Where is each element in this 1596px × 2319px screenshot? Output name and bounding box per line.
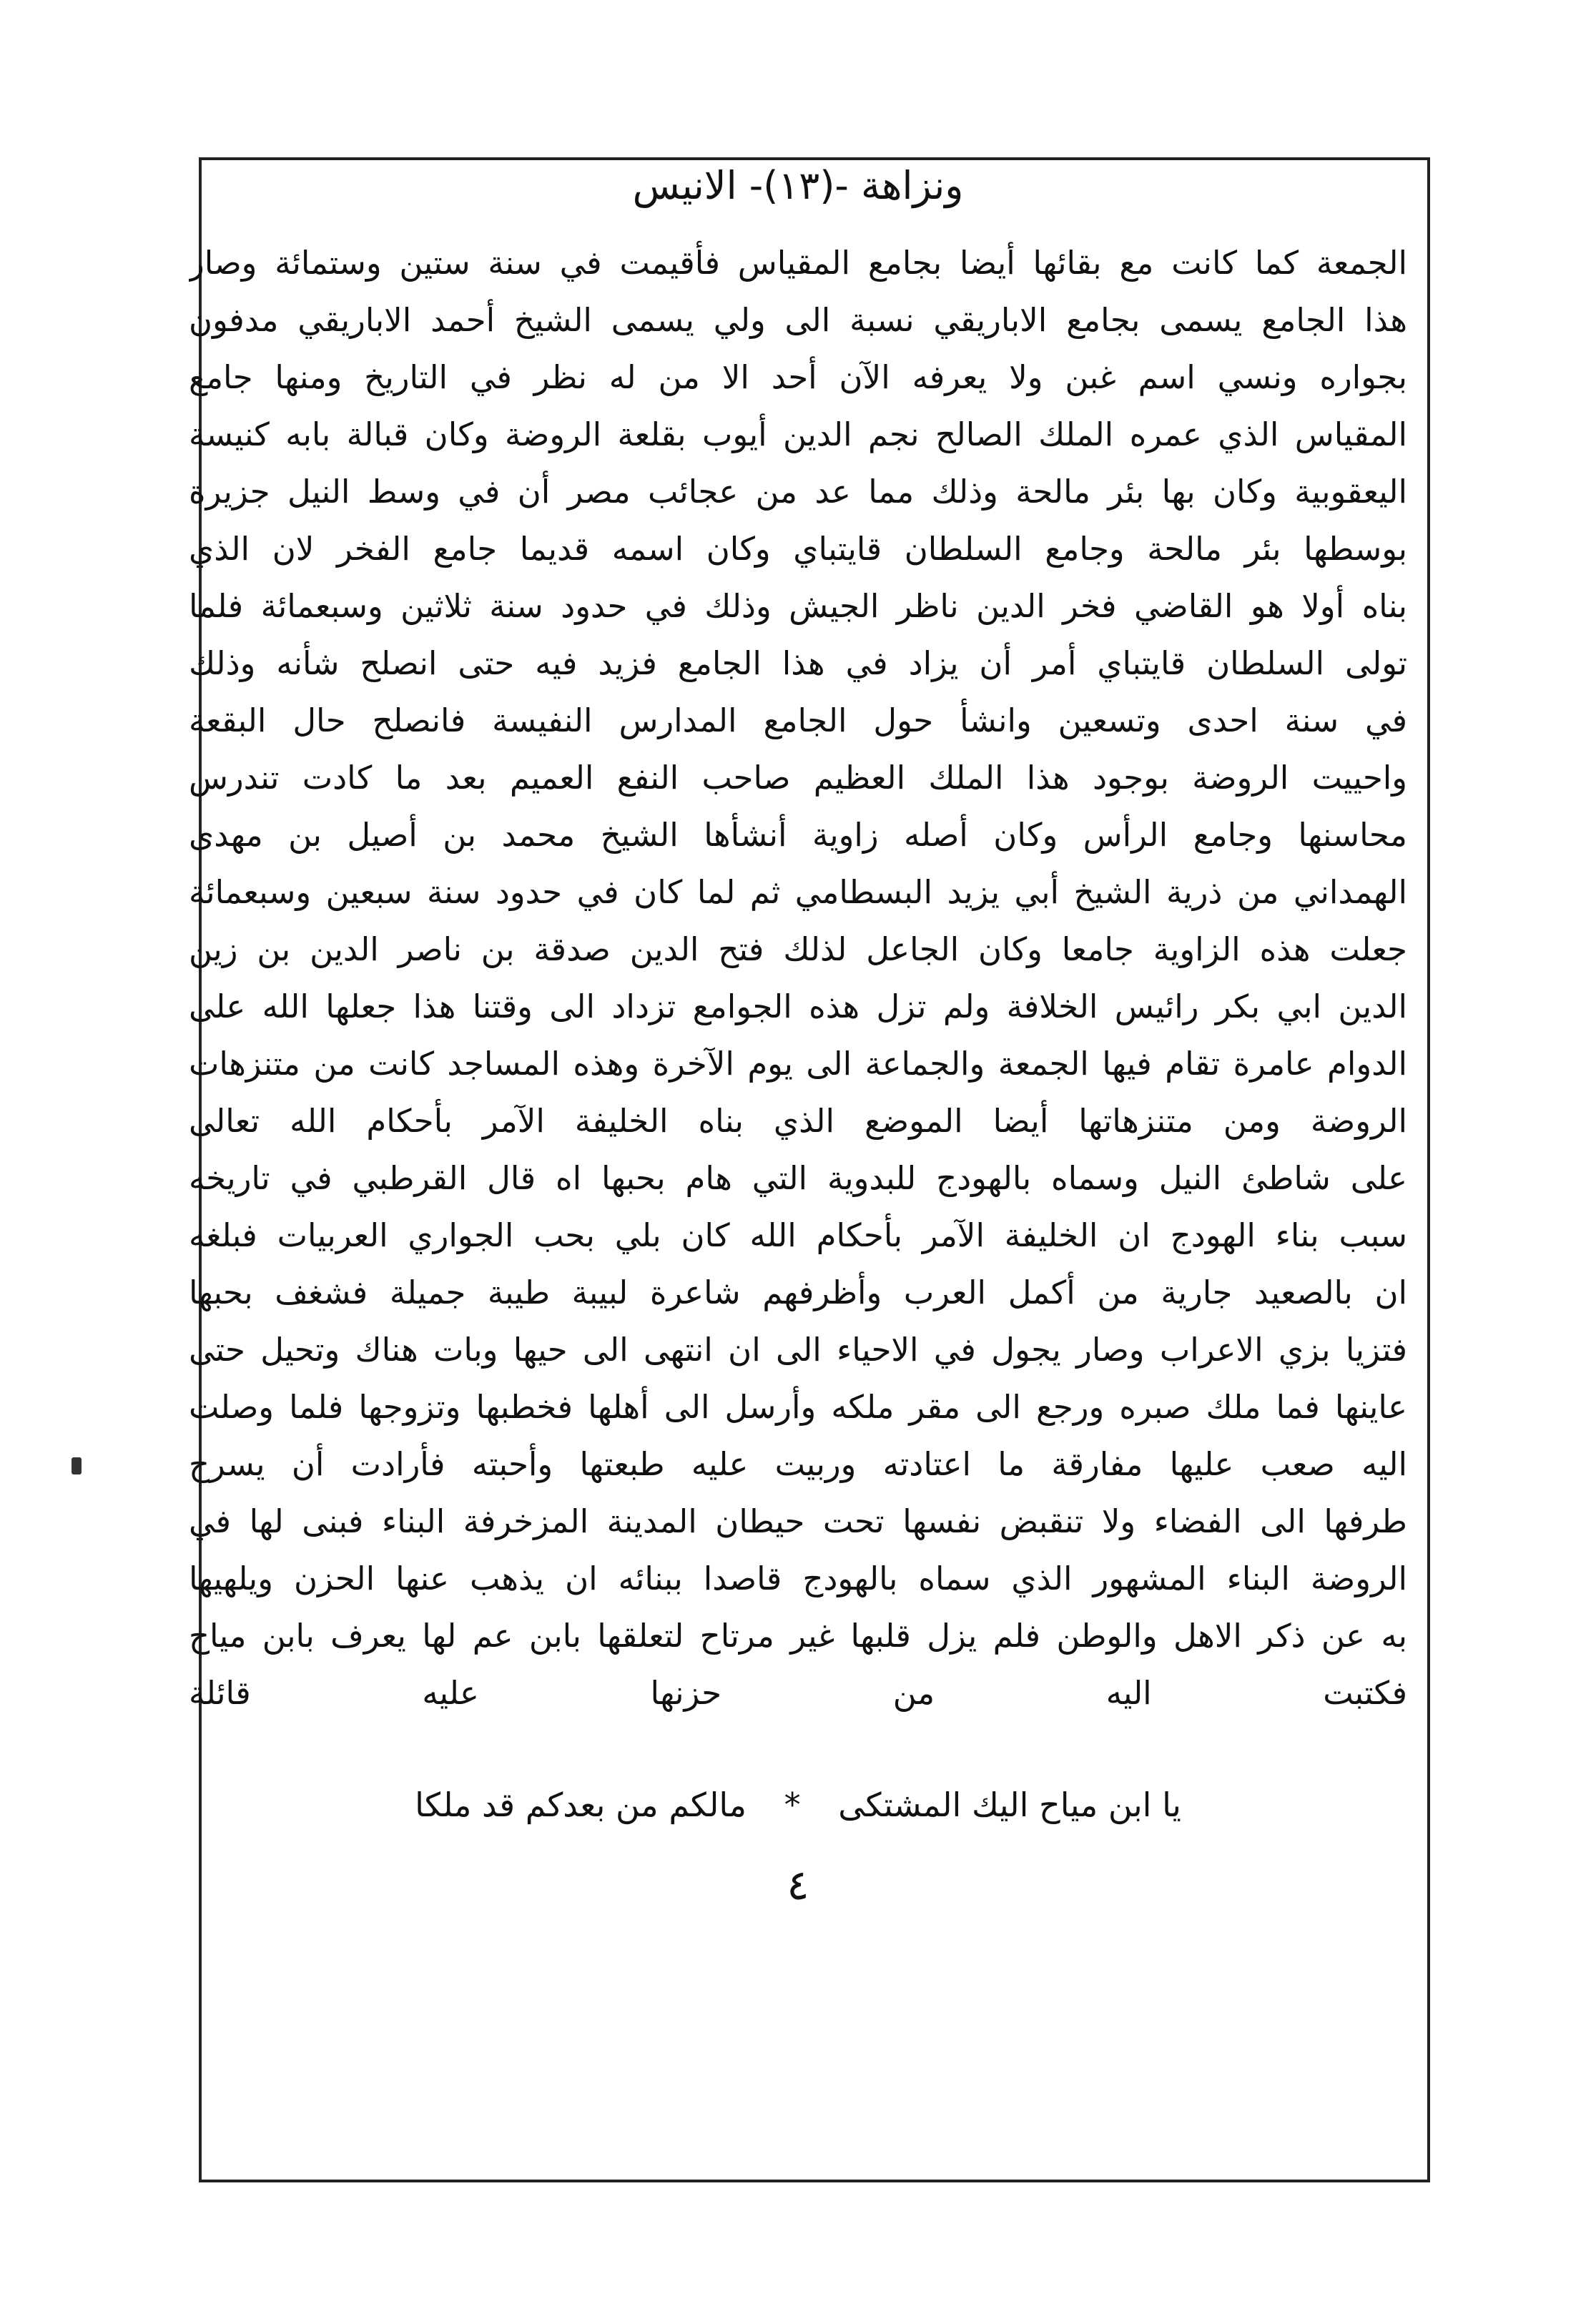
text-line: الدوام عامرة تقام فيها الجمعة والجماعة الى يوم الآخرة وهذه المساجد كانت من متنزهات <box>189 1045 1407 1083</box>
text-line: اليعقوبية وكان بها بئر مالحة وذلك مما عد من عجائب مصر أن في وسط النيل جزيرة <box>189 473 1407 511</box>
text-line: فكتبت اليه من حزنها عليه قائلة <box>189 1674 1407 1712</box>
text-line: ان بالصعيد جارية من أكمل العرب وأظرفهم شاعرة لبيبة طيبة جميلة فشغف بحبها <box>189 1274 1407 1311</box>
text-line: به عن ذكر الاهل والوطن فلم يزل قلبها غير مرتاح لتعلقها بابن عم لها يعرف بابن مياح <box>189 1617 1407 1655</box>
verse-hemistich-right: يا ابن مياح اليك المشتكى <box>838 1786 1181 1824</box>
margin-ink-mark <box>72 1457 82 1474</box>
verse-hemistich-left: مالكم من بعدكم قد ملكا <box>415 1786 747 1824</box>
text-line: بناه أولا هو القاضي فخر الدين ناظر الجيش وذلك في حدود سنة ثلاثين وسبعمائة فلما <box>189 587 1407 625</box>
body-text <box>189 235 1407 1722</box>
text-line: الروضة ومن متنزهاتها أيضا الموضع الذي بناه الخليفة الآمر بأحكام الله تعالى <box>189 1102 1407 1140</box>
text-line: الجمعة كما كانت مع بقائها أيضا بجامع المقياس فأقيمت في سنة ستين وستمائة وصار <box>189 244 1407 282</box>
text-line: تولى السلطان قايتباي أمر أن يزاد في هذا الجامع فزيد فيه حتى انصلح شأنه وذلك <box>189 644 1407 682</box>
text-line: هذا الجامع يسمى بجامع الاباريقي نسبة الى ولي يسمى الشيخ أحمد الاباريقي مدفون <box>189 301 1407 339</box>
text-line: المقياس الذي عمره الملك الصالح نجم الدين أيوب بقلعة الروضة وكان قبالة بابه كنيسة <box>189 415 1407 453</box>
text-line: سبب بناء الهودج ان الخليفة الآمر بأحكام الله كان بلي بحب الجواري العربيات فبلغه <box>189 1216 1407 1254</box>
text-line: واحييت الروضة بوجود هذا الملك العظيم صاحب النفع العميم بعد ما كادت تندرس <box>189 759 1407 797</box>
text-line: الدين ابي بكر رائيس الخلافة ولم تزل هذه الجوامع تزداد الى وقتنا هذا جعلها الله على <box>189 988 1407 1025</box>
text-line: عاينها فما ملك صبره ورجع الى مقر ملكه وأرسل الى أهلها فخطبها وتزوجها فلما وصلت <box>189 1388 1407 1426</box>
page-number: ٤ <box>787 1861 809 1909</box>
text-line: محاسنها وجامع الرأس وكان أصله زاوية أنشأها الشيخ محمد بن أصيل بن مهدى <box>189 816 1407 854</box>
verse-separator: * <box>784 1786 801 1824</box>
verse-line <box>0 1776 1596 1833</box>
text-line: في سنة احدى وتسعين وانشأ حول الجامع المدارس النفيسة فانصلح حال البقعة <box>189 701 1407 739</box>
text-line: جعلت هذه الزاوية جامعا وكان الجاعل لذلك فتح الدين صدقة بن ناصر الدين بن زين <box>189 930 1407 968</box>
text-line: على شاطئ النيل وسماه بالهودج للبدوية التي هام بحبها اه قال القرطبي في تاريخه <box>189 1159 1407 1197</box>
running-header: ونزاهة -(١٣)- الانيس <box>632 163 964 208</box>
text-line: بوسطها بئر مالحة وجامع السلطان قايتباي وكان اسمه قديما جامع الفخر لان الذي <box>189 530 1407 568</box>
text-line: اليه صعب عليها مفارقة ما اعتادته وربيت عليه طبعتها وأحبته فأرادت أن يسرح <box>189 1445 1407 1483</box>
text-line: الهمداني من ذرية الشيخ أبي يزيد البسطامي ثم لما كان في حدود سنة سبعين وسبعمائة <box>189 873 1407 911</box>
text-line: بجواره ونسي اسم غبن ولا يعرفه الآن أحد الا من له نظر في التاريخ ومنها جامع <box>189 358 1407 396</box>
text-line: طرفها الى الفضاء ولا تنقبض نفسها تحت حيطان المدينة المزخرفة البناء فبنى لها في <box>189 1502 1407 1540</box>
text-line: فتزيا بزي الاعراب وصار يجول في الاحياء الى ان انتهى الى حيها وبات هناك وتحيل حتى <box>189 1331 1407 1369</box>
text-line: الروضة البناء المشهور الذي سماه بالهودج قاصدا ببنائه ان يذهب عنها الحزن ويلهيها <box>189 1560 1407 1597</box>
